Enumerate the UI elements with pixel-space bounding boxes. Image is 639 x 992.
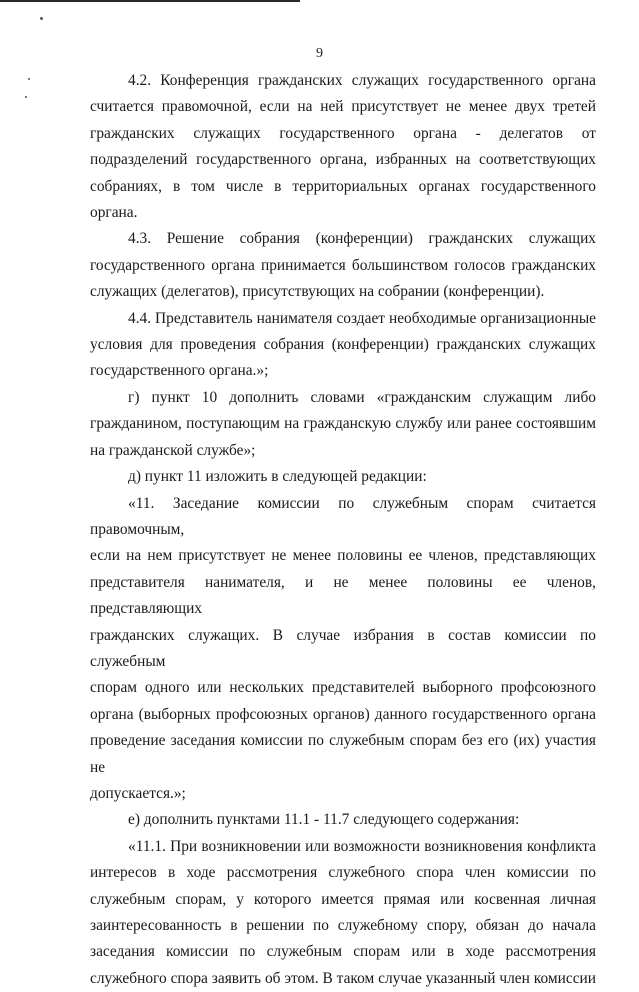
text-line: собраниях, в том числе в территориальных органах государственного органа. [90,177,596,222]
page-number: 9 [316,46,323,61]
text-line: считается правомочной, если на ней присутствует не менее двух третей [90,98,596,116]
text-line: допускается.»; [90,784,186,802]
text-line: 4.2. Конференция гражданских служащих государственного органа [128,72,596,89]
paragraph [90,226,596,305]
text-line: гражданских служащих. В случае избрания в состав комиссии по служебным [90,626,596,670]
text-line: органа (выборных профсоюзных органов) данного государственного органа [90,705,596,723]
text-line: подразделений государственного органа, избранных на соответствующих [90,151,596,169]
text-line: заседания комиссии по служебным спорам или в ходе рассмотрения [90,943,596,961]
text-line: государственного органа.»; [90,362,269,380]
text-line: 4.4. Представитель нанимателя создает необходимые организационные [128,309,596,327]
text-line: гражданских служащих государственного органа - делегатов от [90,124,596,142]
text-line: гражданином, поступающим на гражданскую службу или ранее состоявшим [90,415,596,433]
paragraph [90,306,596,385]
text-line: «11.1. При возникновении или возможности возникновения конфликта [128,837,596,855]
text-line: г) пункт 10 дополнить словами «гражданским служащим либо [128,388,596,406]
text-line: служебным спорам, у которого имеется прямая или косвенная личная [90,890,596,908]
text-line: если на нем присутствует не менее половины ее членов, представляющих [90,547,596,565]
text-line: условия для проведения собрания (конференции) гражданских служащих [90,336,596,354]
document-body [90,68,596,992]
text-line: на гражданской службе»; [90,441,256,459]
scan-speck [25,96,27,98]
paragraph [90,834,596,992]
text-line: представителя нанимателя, и не менее половины ее членов, представляющих [90,573,596,618]
text-line: интересов в ходе рассмотрения служебного спора член комиссии по [90,864,596,882]
scan-speck [28,78,30,80]
text-line: 4.3. Решение собрания (конференции) гражданских служащих [128,230,596,248]
paragraph [90,464,596,490]
scan-speck [40,17,43,20]
text-line: е) дополнить пунктами 11.1 - 11.7 следующего содержания: [128,811,520,829]
text-line: служащих (делегатов), присутствующих на собрании (конференции). [90,283,545,301]
text-line: заинтересованность в решении по служебному спору, обязан до начала [90,917,596,934]
paragraph [90,385,596,464]
text-line: проведение заседания комиссии по служебным спорам без его (их) участия не [90,732,596,776]
paragraph [90,491,596,808]
paragraph [90,68,596,226]
paragraph [90,807,596,833]
text-line: государственного органа принимается большинством голосов гражданских [90,256,596,274]
scan-top-rule [0,0,300,2]
text-line: д) пункт 11 изложить в следующей редакции: [128,468,427,486]
text-line: спорам одного или нескольких представителей выборного профсоюзного [90,679,596,697]
text-line: служебного спора заявить об этом. В таком случае указанный член комиссии [90,969,596,987]
text-line: «11. Заседание комиссии по служебным спорам считается правомочным, [90,494,596,538]
